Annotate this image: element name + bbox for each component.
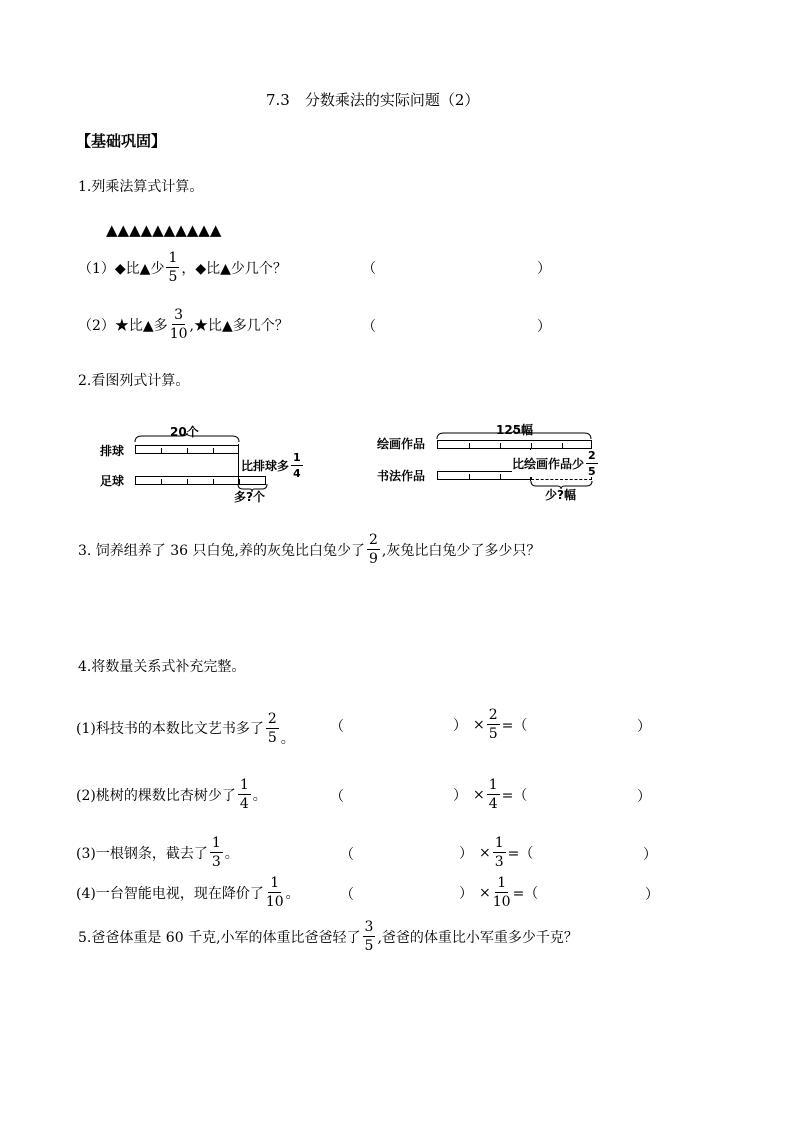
- triangle-row: ▲▲▲▲▲▲▲▲▲▲: [106, 221, 222, 239]
- q1-item2-answer-open[interactable]: （: [362, 319, 376, 335]
- left-row2-label: 足球: [100, 474, 125, 488]
- left-brace: [134, 433, 240, 443]
- q1-heading: 1.列乘法算式计算。: [78, 179, 204, 195]
- right-bar-1: [437, 440, 592, 449]
- q4-item4-blank2[interactable]: =（: [512, 885, 539, 902]
- left-bar-1: [135, 445, 239, 454]
- q4-heading: 4.将数量关系式补充完整。: [78, 659, 246, 675]
- q1-item1-text-b: ，◆比▲少几个？: [181, 260, 287, 277]
- left-top-label: 20个: [170, 425, 199, 439]
- q3-text-a: 3. 饲养组养了 36 只白兔,养的灰兔比白兔少了: [78, 542, 365, 559]
- right-row1-label: 绘画作品: [377, 437, 426, 451]
- q5-text-b: ,爸爸的体重比小军重多少千克？: [377, 929, 578, 946]
- q4-item1-blank2[interactable]: =（: [501, 717, 528, 734]
- q2-heading: 2.看图列式计算。: [78, 373, 190, 389]
- right-compare: 比绘画作品少 $\frac{2}{5}$: [512, 450, 600, 477]
- q4-item2-blank2[interactable]: =（: [501, 787, 528, 804]
- q5-text-a: 5.爸爸体重是 60 千克,小军的体重比爸爸轻了: [78, 929, 361, 946]
- q1-item1-text-a: （1）◆比▲少: [78, 260, 165, 277]
- q1-item2-text-b: ,★比▲多几个？: [189, 317, 289, 334]
- q4-item2-rhs: ） × $\frac{1}{4}$ =（: [453, 777, 528, 812]
- left-row1-label: 排球: [100, 444, 125, 458]
- right-top-label: 125幅: [496, 423, 534, 437]
- q4-item1-close: ）: [637, 719, 651, 735]
- q4-item3: (3)一根钢条，截去了 $\frac{1}{3}$ 。: [76, 835, 239, 870]
- q4-item2-close: ）: [637, 789, 651, 805]
- q1-item1-answer-close: ）: [537, 261, 551, 277]
- q4-item3-blank1[interactable]: （: [340, 847, 354, 863]
- q5-fraction: $\frac{3}{5}$: [364, 919, 374, 954]
- right-question: 少?幅: [545, 488, 576, 502]
- q1-item2-answer-close: ）: [537, 319, 551, 335]
- left-question: 多?个: [234, 490, 265, 504]
- q1-item2-fraction: $\frac{3}{10}$: [169, 307, 188, 342]
- q1-item2: [78, 308, 289, 341]
- q1-item1-answer-open[interactable]: （: [362, 261, 376, 277]
- left-compare: 比排球多 $\frac{1}{4}$: [241, 451, 301, 480]
- q1-item2-text-a: （2）★比▲多: [78, 317, 168, 334]
- q4-item1: (1)科技书的本数比文艺书多了 $\frac{2}{5}$ 。: [76, 710, 295, 747]
- left-divider: [238, 444, 239, 484]
- q4-item4-blank1[interactable]: （: [340, 887, 354, 903]
- q4-item4: (4)一台智能电视，现在降价了 $\frac{1}{10}$ 。: [76, 875, 300, 910]
- q4-item1-blank1[interactable]: （: [330, 719, 344, 735]
- q4-item3-close: ）: [643, 847, 657, 863]
- page-title: 7.3 分数乘法的实际问题（2）: [266, 91, 480, 109]
- right-brace: [436, 430, 592, 440]
- q4-item1-rhs: ） × $\frac{2}{5}$ =（: [453, 707, 528, 742]
- q4-item2: (2)桃树的棵数比杏树少了 $\frac{1}{4}$ 。: [76, 777, 267, 812]
- q1-item1-fraction: $\frac{1}{5}$: [168, 250, 178, 285]
- q4-item2-blank1[interactable]: （: [330, 789, 344, 805]
- q4-item3-rhs: ） × $\frac{1}{3}$ =（: [459, 835, 534, 870]
- q1-item1: [78, 251, 287, 284]
- q4-item4-rhs: ） × $\frac{1}{10}$ =（: [459, 875, 539, 910]
- q5: [78, 920, 578, 953]
- q3-fraction: $\frac{2}{9}$: [368, 532, 378, 567]
- q4-item4-close: ）: [645, 887, 659, 903]
- q3: [78, 533, 540, 566]
- section-heading: 【基础巩固】: [76, 132, 167, 150]
- right-row2-label: 书法作品: [377, 469, 426, 483]
- q3-text-b: ,灰兔比白兔少了多少只？: [381, 542, 541, 559]
- q4-item3-blank2[interactable]: =（: [507, 845, 534, 862]
